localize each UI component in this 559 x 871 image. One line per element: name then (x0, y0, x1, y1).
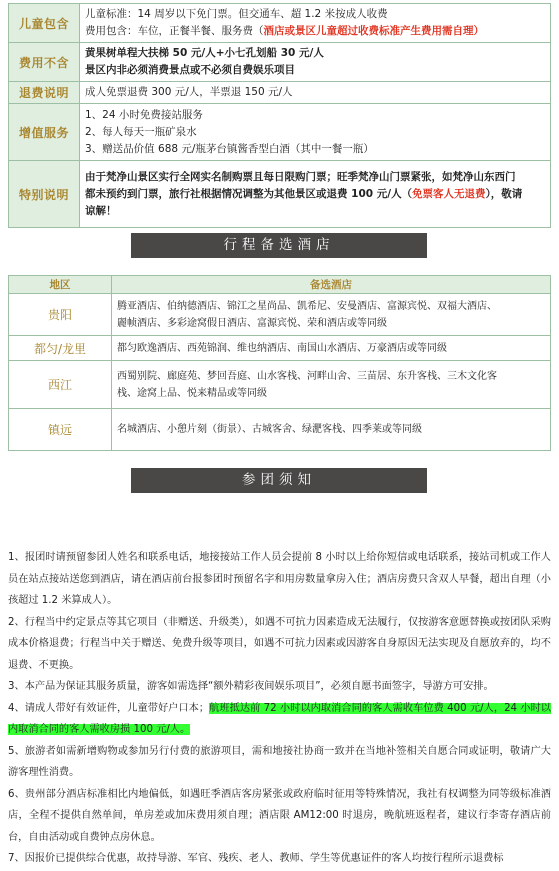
info-line (85, 203, 545, 220)
hotel-region: 贵阳 (9, 294, 112, 336)
hotel-row (9, 361, 551, 409)
hotel-region: 都匀/龙里 (9, 336, 112, 361)
info-text: 2、每人每天一瓶矿泉水 (85, 125, 197, 138)
hotel-table (8, 275, 551, 451)
info-row (9, 82, 551, 104)
hotel-row (9, 409, 551, 451)
info-row-value (80, 161, 551, 228)
info-text: 景区内非必须消费景点或不必须自费娱乐项目 (85, 64, 295, 76)
note-text: 7、因报价已提供综合优惠，故持导游、军官、残疾、老人、教师、学生等优惠证件的客人均按行程所示退费标 (8, 853, 504, 864)
hotel-region: 镇远 (9, 409, 112, 451)
note-item (8, 547, 551, 612)
info-row-label: 儿童包含 (9, 4, 80, 43)
hotel-line: 栈、途窝上品、悦来精品或等同级 (117, 387, 267, 399)
info-line (85, 62, 545, 79)
note-item (8, 698, 551, 741)
note-text: 6、贵州部分酒店标准相比内地偏低，如遇旺季酒店客房紧张或政府临时征用等特殊情况，我社有权调整为同等级标准酒店，全程不提供自然单间，单房差或加床费用须自理；酒店限 AM12:00 时退房，晚航班返程者，建议行李寄存酒店前台，自由活动或自费钟点房休息。 (8, 788, 551, 843)
hotel-table-header (9, 276, 551, 294)
info-line (85, 124, 545, 141)
hotels-column-header: 备选酒店 (112, 276, 551, 294)
hotel-line: 都匀欧逸酒店、西苑锦润、维也纳酒店、南国山水酒店、万豪酒店或等同级 (117, 342, 447, 354)
hotel-line: 西蜀别院、廊庭苑、梦回吾庭、山水客栈、河畔山舍、三苗居、东升客栈、三木文化客 (117, 370, 497, 382)
info-row (9, 4, 551, 43)
info-text: 由于梵净山景区实行全网实名制购票且每日限购门票；旺季梵净山门票紧张，如梵净山东西门 (85, 170, 516, 183)
info-text: 成人免票退费 300 元/人，半票退 150 元/人 (85, 86, 293, 98)
info-text: 都未预约到门票，旅行社根据情况调整为其他景区或退费 100 元/人（ (85, 187, 413, 200)
info-row-label: 特别说明 (9, 161, 80, 228)
hotel-line: 名城酒店、小憩片刻（街景）、古城客舍、绿淝客栈、四季莱或等同级 (117, 424, 422, 435)
note-item (8, 612, 551, 677)
hotel-list (112, 294, 551, 336)
info-row (9, 104, 551, 161)
info-text: 黄果树单程大扶梯 50 元/人+小七孔划船 30 元/人 (85, 47, 324, 59)
info-text: 3、赠送品价值 688 元/瓶茅台镇酱香型白酒（其中一餐一瓶） (85, 142, 374, 155)
region-column-header: 地区 (9, 276, 112, 294)
info-row-value (80, 82, 551, 104)
hotel-line: 麗帧酒店、多彩途窝假日酒店、富源宾悦、荣和酒店或等同级 (117, 317, 387, 329)
hotel-row (9, 294, 551, 336)
hotel-list (112, 361, 551, 409)
hotel-list (112, 336, 551, 361)
info-row (9, 43, 551, 82)
info-line (85, 107, 545, 124)
info-line (85, 23, 545, 40)
info-text: 费用包含：车位，正餐半餐、服务费（ (85, 25, 264, 37)
info-line (85, 84, 545, 101)
info-line (85, 186, 545, 203)
info-text: 谅解！ (85, 204, 117, 217)
note-highlight: 航班抵达前 72 小时以内取消合同的客人需收车位费 400 元/人，24 小时以内取消合同的客人需收房损 100 元/人。 (8, 702, 551, 735)
notes-list (8, 547, 551, 870)
fee-info-table (8, 3, 551, 228)
info-row-label: 退费说明 (9, 82, 80, 104)
hotel-list (112, 409, 551, 451)
info-row-label: 费用不含 (9, 43, 80, 82)
hotel-region: 西江 (9, 361, 112, 409)
info-row-value (80, 43, 551, 82)
note-item (8, 676, 551, 698)
note-text: 3、本产品为保证其服务质量，游客如需选择“额外精彩夜间娱乐项目”，必须自愿书面签字，导游方可安排。 (8, 681, 494, 692)
hotel-row (9, 336, 551, 361)
info-text: 酒店或景区儿童超过收费标准产生费用需自理） (263, 25, 484, 37)
info-text: 儿童标准：14 周岁以下免门票。但交通车、超 1.2 米按成人收费 (85, 8, 388, 20)
notes-section-banner: 参团须知 (131, 468, 427, 493)
note-item (8, 848, 551, 870)
info-row-label: 增值服务 (9, 104, 80, 161)
note-item (8, 741, 551, 784)
hotel-section-banner: 行程备选酒店 (131, 233, 427, 258)
note-text: 5、旅游者如需新增购物或参加另行付费的旅游项目，需和地接社协商一致并在当地补签相关自愿合同或证明，敬请广大游客理性消费。 (8, 745, 551, 778)
note-text: 1、报团时请预留参团人姓名和联系电话，地接接站工作人员会提前 8 小时以上给你短信或电话联系，接站司机或工作人员在站点接站送您到酒店，请在酒店前台报参团时预留名字和用房数量拿房入住；酒店房费只含双人早餐，超出自理（小孩超过 1.2 米算成人）。 (8, 552, 551, 606)
info-line (85, 45, 545, 62)
info-text: 免票客人无退费 (412, 187, 486, 200)
info-row-value (80, 4, 551, 43)
info-row (9, 161, 551, 228)
info-text: ），敬请 (485, 187, 523, 200)
note-text: 4、请成人带好有效证件，儿童带好户口本； (8, 702, 210, 714)
info-line (85, 169, 545, 186)
info-row-value (80, 104, 551, 161)
note-item (8, 784, 551, 849)
hotel-line: 腾亚酒店、伯纳德酒店、锦江之星尚品、凯希尼、安曼酒店、富源宾悦、双福大酒店、 (117, 300, 497, 312)
info-line (85, 141, 545, 158)
info-text: 1、24 小时免费接站服务 (85, 108, 203, 121)
note-text: 2、行程当中约定景点等其它项目（非赠送、升级类），如遇不可抗力因素造成无法履行，仅按游客意愿替换或按团队采购成本价格退费；行程当中关于赠送、免费升级等项目，如遇不可抗力因素或因游客自身原因无法实现及自愿放弃的，均不退费、不更换。 (8, 616, 551, 671)
info-line (85, 6, 545, 23)
